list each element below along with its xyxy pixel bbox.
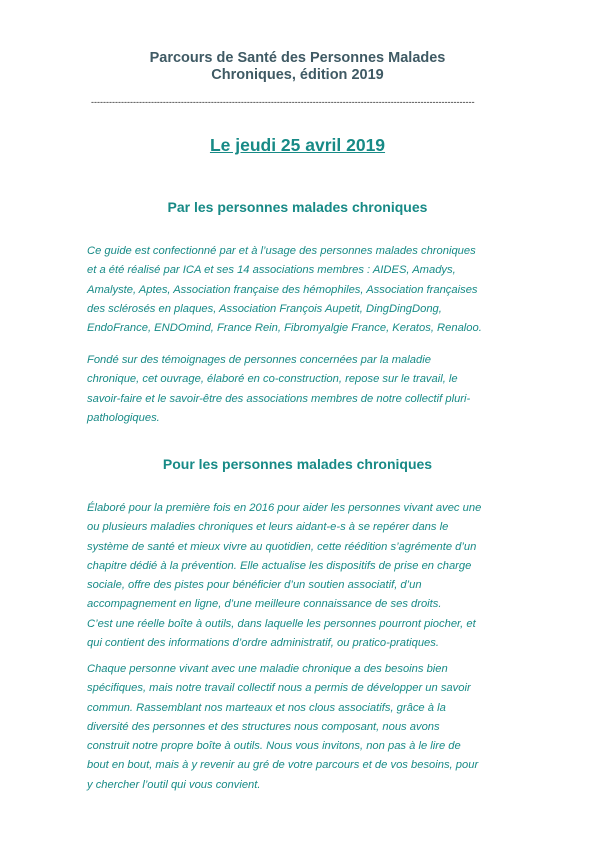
paragraph-first-edition	[87, 499, 519, 653]
dashed-divider: --------------------------------------------------------------------------------------------------------------------------------	[91, 98, 475, 107]
paragraph-toolbox	[87, 660, 519, 795]
text-line: C’est une réelle boîte à outils, dans laquelle les personnes pourront piocher, et	[87, 617, 476, 630]
section-heading-par: Par les personnes malades chroniques	[167, 199, 428, 215]
document-title-line-2: Chroniques, édition 2019	[211, 67, 384, 83]
text-line: savoir-faire et le savoir-être des associations membres de notre collectif pluri-	[87, 392, 471, 405]
text-line: sociale, offre des pistes pour bénéficier d’un soutien associatif, d’un	[87, 579, 422, 592]
text-line: construit notre propre boîte à outils. Nous vous invitons, non pas à le lire de	[87, 740, 461, 753]
text-line: chronique, cet ouvrage, élaboré en co-construction, repose sur le travail, le	[87, 373, 458, 386]
text-line: Chaque personne vivant avec une maladie chronique a des besoins bien	[87, 663, 448, 675]
date-heading: Le jeudi 25 avril 2019	[209, 135, 386, 155]
text-line: diversité des personnes et des structures nous composant, nous avons	[87, 720, 440, 733]
paragraph-testimonies	[87, 351, 519, 428]
text-line: spécifiques, mais notre travail collectif nous a permis de développer un savoir	[87, 682, 471, 695]
document-title	[0, 50, 595, 84]
text-line: et a été réalisé par ICA et ses 14 associations membres : AIDES, Amadys,	[87, 264, 456, 277]
text-line: Amalyste, Aptes, Association française des hémophiles, Association françaises	[87, 283, 478, 296]
paragraph-guide-authors	[87, 242, 519, 338]
text-line: ou plusieurs maladies chroniques et leurs aidant-e-s à se repérer dans le	[87, 521, 449, 534]
text-line: chapitre dédié à la prévention. Elle actualise les dispositifs de prise en charge	[87, 559, 472, 572]
text-line: EndoFrance, ENDOmind, France Rein, Fibromyalgie France, Keratos, Renaloo.	[87, 322, 482, 335]
text-line: accompagnement en ligne, d’une meilleure connaissance de ses droits.	[87, 598, 442, 611]
text-line: Élaboré pour la première fois en 2016 pour aider les personnes vivant avec une	[87, 502, 482, 514]
text-line: qui contient des informations d’ordre administratif, ou pratico-pratiques.	[87, 637, 439, 650]
text-line: bout en bout, mais à y revenir au gré de votre parcours et de vos besoins, pour	[87, 759, 479, 772]
text-line: Fondé sur des témoignages de personnes concernées par la maladie	[87, 354, 431, 366]
text-line: y chercher l’outil qui vous convient.	[87, 778, 261, 791]
text-line: pathologiques.	[87, 411, 160, 424]
text-line: des sclérosés en plaques, Association François Aupetit, DingDingDong,	[87, 302, 442, 315]
document-title-line-1: Parcours de Santé des Personnes Malades	[149, 50, 446, 66]
text-line: Ce guide est confectionné par et à l’usage des personnes malades chroniques	[87, 245, 476, 257]
section-heading-pour: Pour les personnes malades chroniques	[162, 456, 433, 472]
text-line: commun. Rassemblant nos marteaux et nos clous associatifs, grâce à la	[87, 701, 446, 714]
text-line: système de santé et mieux vivre au quotidien, cette réédition s’agrémente d’un	[87, 540, 477, 553]
